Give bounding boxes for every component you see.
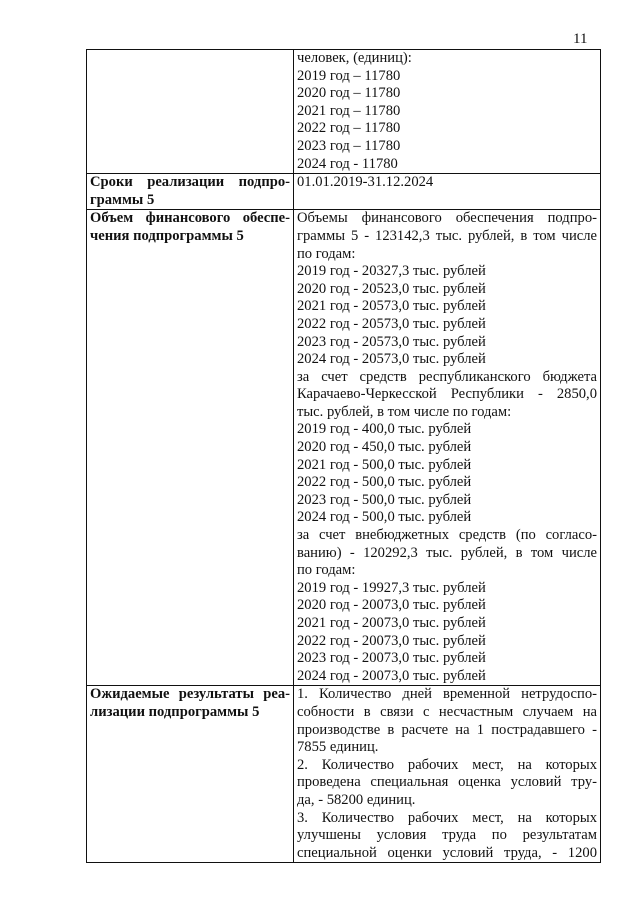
row-value-line: 2019 год - 20327,3 тыс. рублей <box>297 263 486 280</box>
row-value-line: человек, (единиц): <box>297 50 412 66</box>
row-value-line: 2021 год – 11780 <box>297 102 401 119</box>
row-value-line: улучшены условия труда по результатам <box>297 827 597 844</box>
row-value-line: за счет средств республиканского бюджета <box>297 368 597 385</box>
row-value-line: 2022 год - 500,0 тыс. рублей <box>297 474 472 491</box>
row-value-line: 01.01.2019-31.12.2024 <box>297 174 434 191</box>
subprogram-passport-table <box>86 49 601 863</box>
row-label-cell <box>87 686 294 863</box>
row-value-cell <box>294 174 601 210</box>
row-label-line: лизации подпрограммы 5 <box>90 703 260 720</box>
table-row <box>87 686 601 863</box>
row-value-line: 2022 год - 20073,0 тыс. рублей <box>297 632 486 649</box>
row-value-line: 3. Количество рабочих мест, на которых <box>297 809 597 826</box>
row-value-line: 2020 год - 20523,0 тыс. рублей <box>297 280 486 297</box>
row-value-line: ванию) - 120292,3 тыс. рублей, в том числе <box>297 544 597 561</box>
row-label-cell <box>87 174 294 210</box>
row-value-line: 2023 год – 11780 <box>297 137 401 154</box>
row-value-line: 2020 год – 11780 <box>297 85 401 102</box>
table-row <box>87 174 601 210</box>
row-label-cell <box>87 50 294 174</box>
row-value-line: 2022 год – 11780 <box>297 120 401 137</box>
row-value-line: 2023 год - 500,0 тыс. рублей <box>297 491 472 508</box>
row-value-line: да, - 58200 единиц. <box>297 791 416 808</box>
row-value-line: 2019 год – 11780 <box>297 67 401 84</box>
row-value-cell <box>294 686 601 863</box>
row-value-line: 1. Количество дней временной нетрудоспо- <box>297 686 597 703</box>
row-value-cell <box>294 210 601 686</box>
row-label-cell <box>87 210 294 686</box>
table-row <box>87 210 601 686</box>
row-value-line: 2019 год - 19927,3 тыс. рублей <box>297 579 486 596</box>
row-label-line: Сроки реализации подпро- <box>90 174 290 191</box>
row-value-line: Карачаево-Черкесской Республики - 2850,0 <box>297 386 597 403</box>
row-label-line: Объем финансового обеспе- <box>90 210 290 227</box>
row-value-line: 2024 год - 11780 <box>297 155 398 172</box>
row-value-cell <box>294 50 601 174</box>
row-value-line: 2020 год - 450,0 тыс. рублей <box>297 439 472 456</box>
row-value-line: 2. Количество рабочих мест, на которых <box>297 756 597 773</box>
row-value-line: по годам: <box>297 245 356 262</box>
row-value-line: 2024 год - 500,0 тыс. рублей <box>297 509 472 526</box>
row-value-line: проведена специальная оценка условий тру- <box>297 774 597 791</box>
row-value-line: 2021 год - 20073,0 тыс. рублей <box>297 615 486 631</box>
row-value-line: за счет внебюджетных средств (по согласо- <box>297 527 597 544</box>
row-label-line: чения подпрограммы 5 <box>90 227 244 244</box>
row-value-line: 2019 год - 400,0 тыс. рублей <box>297 421 472 438</box>
row-value-line: 2023 год - 20073,0 тыс. рублей <box>297 650 486 667</box>
row-value-line: 2020 год - 20073,0 тыс. рублей <box>297 597 486 614</box>
row-value-line: 2024 год - 20073,0 тыс. рублей <box>297 667 486 684</box>
table-row <box>87 50 601 174</box>
page-number: 11 <box>573 31 588 47</box>
row-value-line: производстве в расчете на 1 пострадавшего - <box>297 721 597 738</box>
row-value-line: граммы 5 - 123142,3 тыс. рублей, в том числе <box>297 227 597 244</box>
row-label-line: Ожидаемые результаты реа- <box>90 686 290 703</box>
row-value-line: 2023 год - 20573,0 тыс. рублей <box>297 333 486 350</box>
row-value-line: Объемы финансового обеспечения подпро- <box>297 210 597 227</box>
row-value-line: 2021 год - 20573,0 тыс. рублей <box>297 298 486 315</box>
row-label-line: граммы 5 <box>90 191 155 208</box>
row-value-line: по годам: <box>297 562 356 579</box>
row-value-line: 7855 единиц. <box>297 739 379 756</box>
row-value-line: специальной оценки условий труда, - 1200 <box>297 844 597 861</box>
row-value-line: собности в связи с несчастным случаем на <box>297 703 597 720</box>
row-value-line: 2022 год - 20573,0 тыс. рублей <box>297 315 486 332</box>
row-value-line: 2021 год - 500,0 тыс. рублей <box>297 456 472 473</box>
row-value-line: 2024 год - 20573,0 тыс. рублей <box>297 351 486 368</box>
row-value-line: тыс. рублей, в том числе по годам: <box>297 403 512 420</box>
